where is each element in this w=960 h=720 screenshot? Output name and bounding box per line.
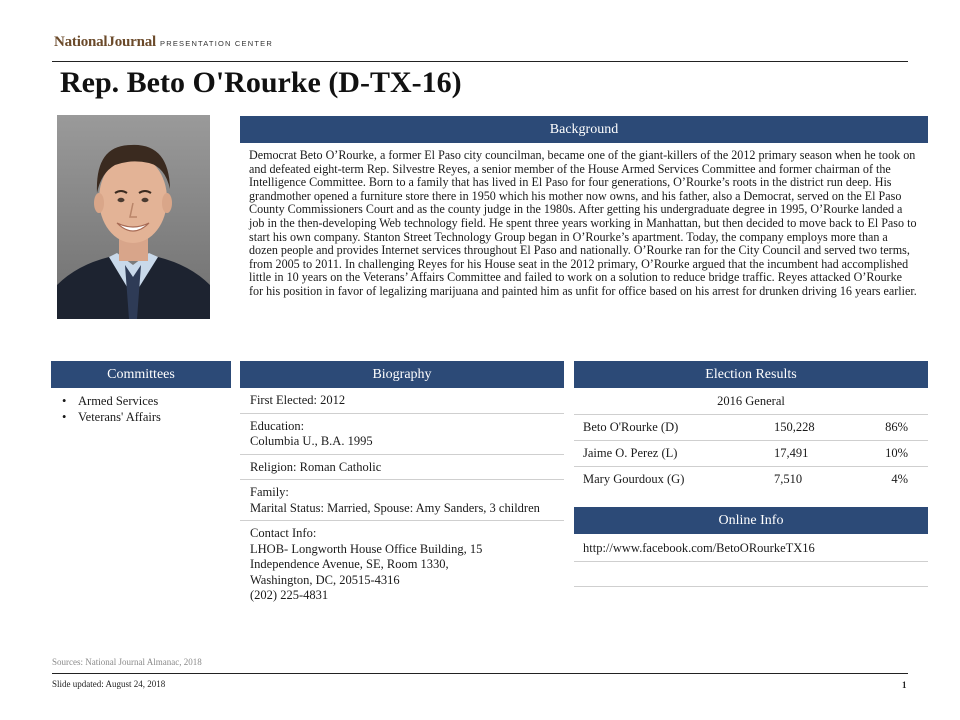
election-subheading: 2016 General: [574, 388, 928, 415]
candidate-percent: 86%: [885, 420, 908, 434]
candidate-votes: 7,510: [774, 472, 803, 486]
online-link[interactable]: http://www.facebook.com/BetoORourkeTX16: [574, 536, 928, 562]
bottom-divider: [52, 673, 908, 674]
candidate-percent: 4%: [891, 472, 908, 486]
contact-phone: (202) 225-4831: [250, 588, 329, 602]
election-table: [574, 388, 928, 492]
biography-header: Biography: [240, 361, 564, 388]
biography-table: [240, 388, 564, 608]
page-title: Rep. Beto O'Rourke (D-TX-16): [60, 66, 462, 99]
candidate-name: Jaime O. Perez (L): [583, 446, 678, 460]
page-number: 1: [902, 680, 907, 690]
education-value: Columbia U., B.A. 1995: [250, 434, 373, 448]
election-row: [574, 441, 928, 467]
online-info-table: [574, 536, 928, 587]
committee-item: [62, 409, 161, 425]
candidate-name: Beto O'Rourke (D): [583, 420, 679, 434]
election-header: Election Results: [574, 361, 928, 388]
online-info-header: Online Info: [574, 507, 928, 534]
background-text: Democrat Beto O’Rourke, a former El Paso city councilman, became one of the giant-killers of the 2012 primary season when he took on and defeated eight-term Rep. Silvestre Reyes, a senior member of the House Armed Services Committee and former chairman of the Intelligence Committee. Born to a family that has lived in El Paso for four generations, O’Rourke’s roots in the district run deep. His grandmother opened a furniture store there in 1950 which his mother now owns, and his father, also a Democrat, served on the El Paso County Commissioners Court and as the county judge in the 1980s. After getting his undergraduate degree in 1995, O’Rourke landed a job in the then-developing Web technology field. He spent three years working in Manhattan, but then decided to move back to El Paso to start his own company. Stanton Street Technology Group began in O’Rourke’s apartment. Today, the company employs more than a dozen people and provides Internet services throughout El Paso and nationally. O’Rourke ran for the City Council and served two terms, from 2005 to 2011. In challenging Reyes for his House seat in the 2012 primary, O’Rourke argued that the incumbent had accomplished little in 10 years on the Veterans’ Affairs Committee and failed to work on a solution to reduce bridge traffic. Reyes attacked O’Rourke for his position in favor of legalizing marijuana and painted him as unfit for office based on his arrest for drunken driving 16 years earlier.: [249, 148, 917, 298]
brand-logo: [54, 34, 273, 51]
portrait-illustration: [57, 115, 210, 319]
candidate-votes: 150,228: [774, 420, 815, 434]
committee-item: [62, 393, 161, 409]
education-label: Education:: [250, 418, 305, 433]
brand-subtitle: PRESENTATION CENTER: [160, 39, 273, 48]
election-row: [574, 415, 928, 441]
family-label: Family:: [250, 485, 289, 499]
committee-label: Veterans' Affairs: [78, 410, 161, 424]
bio-first-elected: [240, 388, 564, 414]
bio-education: [240, 414, 564, 455]
contact-label: Contact Info:: [250, 526, 317, 540]
bio-family: [240, 480, 564, 521]
sources-note: Sources: National Journal Almanac, 2018: [52, 657, 202, 667]
election-row: [574, 467, 928, 492]
bio-religion: [240, 455, 564, 481]
committee-label: Armed Services: [78, 394, 159, 408]
top-divider: [52, 61, 908, 62]
bio-contact: [240, 521, 564, 608]
brand-name: NationalJournal: [54, 34, 157, 50]
slide-updated: Slide updated: August 24, 2018: [52, 679, 166, 689]
committees-list: [62, 393, 161, 425]
contact-address: LHOB- Longworth House Office Building, 15 Independence Avenue, SE, Room 1330,: [250, 541, 483, 571]
candidate-votes: 17,491: [774, 446, 809, 460]
first-elected-text: First Elected: 2012: [250, 393, 346, 407]
contact-city: Washington, DC, 20515-4316: [250, 572, 400, 587]
bullet-icon: •: [62, 410, 67, 424]
candidate-percent: 10%: [885, 446, 908, 460]
background-header: Background: [240, 116, 928, 143]
religion-text: Religion: Roman Catholic: [250, 459, 382, 474]
family-value: Marital Status: Married, Spouse: Amy Sanders, 3 children: [250, 500, 540, 515]
committees-header: Committees: [51, 361, 231, 388]
candidate-name: Mary Gourdoux (G): [583, 472, 685, 486]
bullet-icon: •: [62, 394, 67, 408]
portrait-photo: [57, 115, 210, 319]
online-empty-row: [574, 562, 928, 587]
